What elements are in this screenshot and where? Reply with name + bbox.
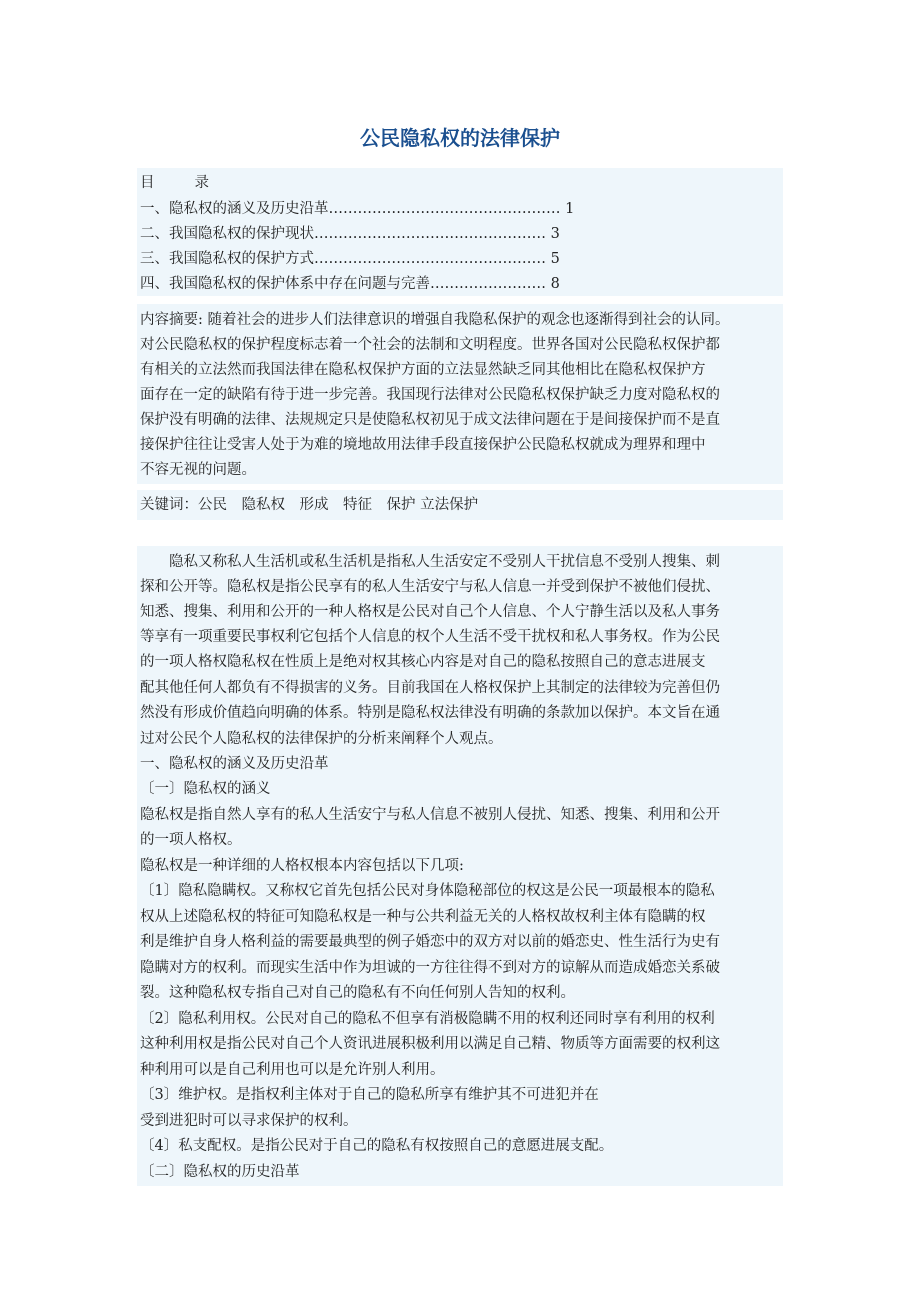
abstract-line: 面存在一定的缺陷有待于进一步完善。我国现行法律对公民隐私权保护缺乏力度对隐私权的 <box>140 387 720 403</box>
keywords: 关键词：公民 隐私权 形成 特征 保护 立法保护 <box>140 497 479 513</box>
toc-heading <box>140 171 209 195</box>
toc-heading-char-1: 目 <box>140 175 155 191</box>
body-line: 探和公开等。隐私权是指公民享有的私人生活安宁与私人信息一并受到保护不被他们侵扰、 <box>140 579 720 595</box>
subsection-heading: 〔一〕隐私权的涵义 <box>140 781 271 797</box>
toc-item[interactable]: 三、我国隐私权的保护方式………………………………………… 5 <box>140 251 560 267</box>
abstract-line: 不容无视的问题。 <box>140 462 256 478</box>
body-line: 知悉、搜集、利用和公开的一种人格权是公民对自己个人信息、个人宁静生活以及私人事务 <box>140 604 720 620</box>
body-line: 配其他任何人都负有不得损害的义务。目前我国在人格权保护上其制定的法律较为完善但仍 <box>140 680 720 696</box>
body-line: 隐私权是指自然人享有的私人生活安宁与私人信息不被别人侵扰、知悉、搜集、利用和公开 <box>140 807 720 823</box>
body-line: 的一项人格权。 <box>140 832 242 848</box>
page-title: 公民隐私权的法律保护 <box>360 126 560 150</box>
abstract-line: 保护没有明确的法律、法规规定只是使隐私权初见于成文法律问题在于是间接保护而不是直 <box>140 412 720 428</box>
body-line: 种利用可以是自己利用也可以是允许别人利用。 <box>140 1062 445 1078</box>
subsection-heading: 〔二〕隐私权的历史沿革 <box>140 1164 300 1180</box>
toc-item[interactable]: 一、隐私权的涵义及历史沿革………………………………………… 1 <box>140 201 575 217</box>
abstract-line: 有相关的立法然而我国法律在隐私权保护方面的立法显然缺乏同其他相比在隐私权保护方 <box>140 362 706 378</box>
body-line: 过对公民个人隐私权的法律保护的分析来阐释个人观点。 <box>140 731 503 747</box>
body-line: 隐瞒对方的权利。而现实生活中作为坦诚的一方往往得不到对方的谅解从而造成婚恋关系破 <box>140 960 720 976</box>
abstract-line: 对公民隐私权的保护程度标志着一个社会的法制和文明程度。世界各国对公民隐私权保护都 <box>140 337 720 353</box>
body-line: 这种利用权是指公民对自己个人资讯进展积极利用以满足自己精、物质等方面需要的权利这 <box>140 1036 720 1052</box>
section-heading: 一、隐私权的涵义及历史沿革 <box>140 756 329 772</box>
body-line: 权从上述隐私权的特征可知隐私权是一种与公共利益无关的人格权故权利主体有隐瞒的权 <box>140 909 706 925</box>
toc-item[interactable]: 二、我国隐私权的保护现状………………………………………… 3 <box>140 226 560 242</box>
body-line: 利是维护自身人格利益的需要最典型的例子婚恋中的双方对以前的婚恋史、性生活行为史有 <box>140 934 720 950</box>
body-line: 然没有形成价值趋向明确的体系。特别是隐私权法律没有明确的条款加以保护。本文旨在通 <box>140 705 720 721</box>
body-line: 〔3〕维护权。是指权利主体对于自己的隐私所享有维护其不可进犯并在 <box>140 1087 599 1103</box>
body-line: 〔2〕隐私利用权。公民对自己的隐私不但享有消极隐瞒不用的权利还同时享有利用的权利 <box>140 1011 715 1027</box>
toc-item[interactable]: 四、我国隐私权的保护体系中存在问题与完善…………………… 8 <box>140 276 560 292</box>
body-line: 裂。这种隐私权专指自己对自己的隐私有不向任何别人告知的权利。 <box>140 985 575 1001</box>
toc-heading-char-2: 录 <box>194 175 209 191</box>
body-line: 隐私又称私人生活机或私生活机是指私人生活安定不受别人干扰信息不受别人搜集、刺 <box>140 554 720 570</box>
body-line: 隐私权是一种详细的人格权根本内容包括以下几项: <box>140 858 464 874</box>
body-line: 受到进犯时可以寻求保护的权利。 <box>140 1113 358 1129</box>
abstract-line: 接保护往往让受害人处于为难的境地故用法律手段直接保护公民隐私权就成为理界和理中 <box>140 437 706 453</box>
body-line: 的一项人格权隐私权在性质上是绝对权其核心内容是对自己的隐私按照自己的意志进展支 <box>140 654 706 670</box>
abstract-line: 内容摘要: 随着社会的进步人们法律意识的增强自我隐私保护的观念也逐渐得到社会的认同。 <box>140 312 730 328</box>
body-line: 〔4〕私支配权。是指公民对于自己的隐私有权按照自己的意愿进展支配。 <box>140 1138 614 1154</box>
body-line: 〔1〕隐私隐瞒权。又称权它首先包括公民对身体隐秘部位的权这是公民一项最根本的隐私 <box>140 883 715 899</box>
body-line: 等享有一项重要民事权利它包括个人信息的权个人生活不受干扰权和私人事务权。作为公民 <box>140 629 720 645</box>
